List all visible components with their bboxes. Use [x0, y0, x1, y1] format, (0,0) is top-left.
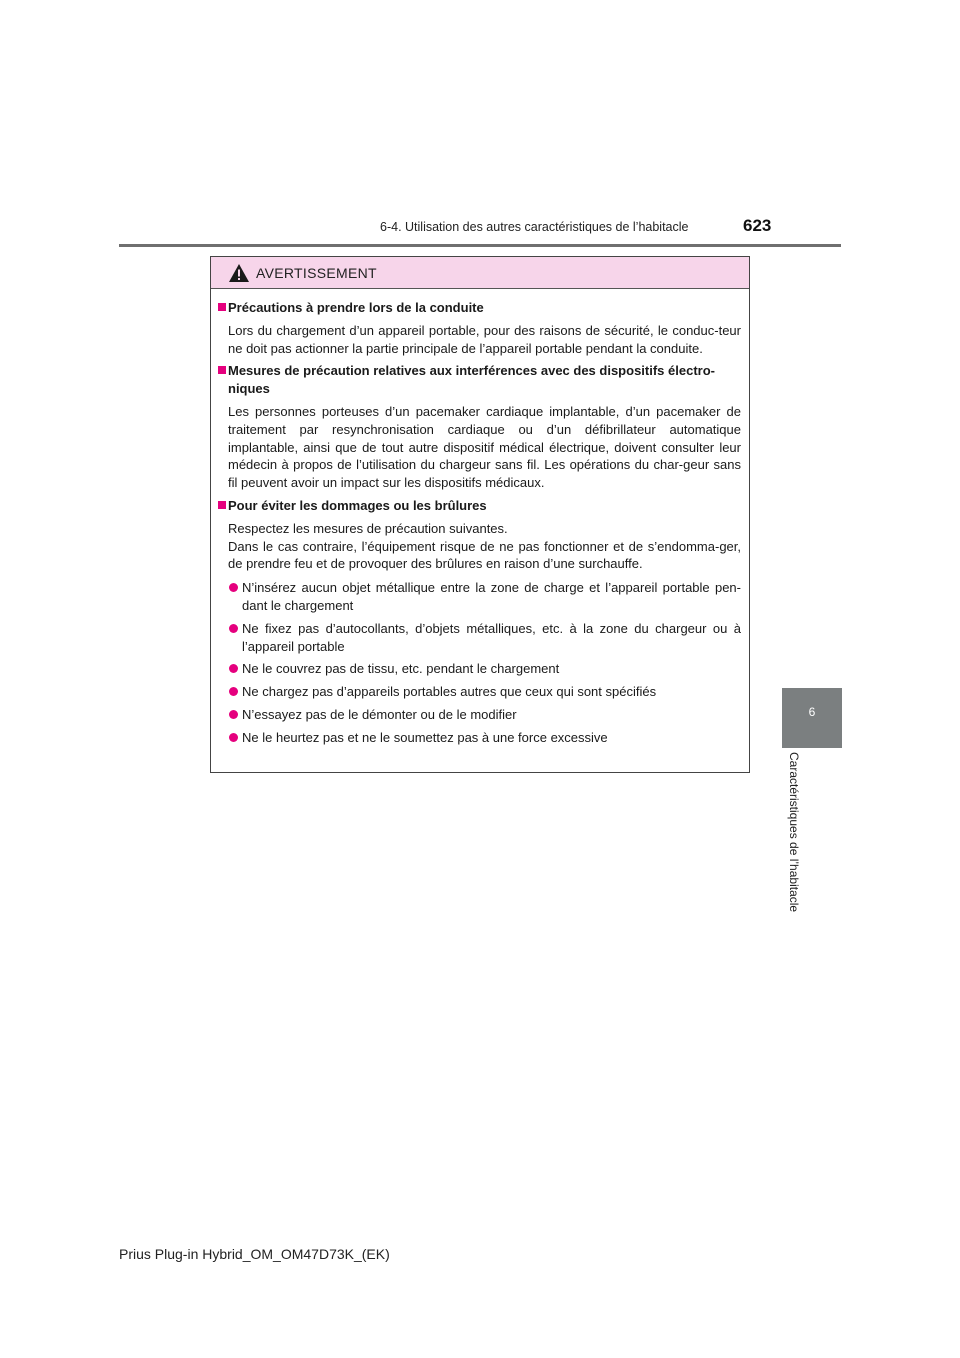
square-bullet-icon: [218, 303, 226, 311]
list-item: N’insérez aucun objet métallique entre la zone de charge et l’appareil portable pen-dant le chargement: [218, 579, 741, 615]
header-divider: [119, 244, 841, 247]
warning-body: [211, 289, 749, 747]
precaution-list: [218, 579, 741, 746]
warning-box: [210, 256, 750, 773]
chapter-number: 6: [808, 705, 816, 719]
list-item: N’essayez pas de le démonter ou de le modifier: [218, 706, 741, 724]
section-paragraph: Respectez les mesures de précaution suivantes.: [228, 520, 508, 536]
warning-header: [211, 257, 749, 289]
section-paragraph: Les personnes porteuses d’un pacemaker cardiaque implantable, d’un pacemaker de traitement par resynchronisation cardiaque ou d’un défibrillateur automatique implantable, ainsi que de tout autre dispositif médical électrique, doivent consulter leur médecin à propos de l’utilisation du chargeur sans fil. Les opérations du char-geur sans fil peuvent avoir un impact sur les dispositifs médicaux.: [228, 403, 741, 491]
section-interference: [218, 362, 741, 492]
list-item: Ne le couvrez pas de tissu, etc. pendant le chargement: [218, 660, 741, 678]
section-heading: Mesures de précaution relatives aux interférences avec des dispositifs électro-niques: [228, 363, 715, 397]
page-number: 623: [743, 216, 772, 235]
square-bullet-icon: [218, 501, 226, 509]
circle-bullet-icon: [229, 733, 238, 742]
circle-bullet-icon: [229, 687, 238, 696]
footer-model: Prius Plug-in Hybrid_OM_OM47D73K_(EK): [119, 1246, 390, 1262]
section-damage: [218, 497, 741, 747]
warning-title: AVERTISSEMENT: [256, 265, 377, 281]
warning-triangle-icon: [228, 263, 250, 283]
list-item: Ne le heurtez pas et ne le soumettez pas à une force excessive: [218, 729, 741, 747]
section-paragraph: Lors du chargement d’un appareil portable, pour des raisons de sécurité, le conduc-teur ne doit pas actionner la partie principale de l’appareil portable pendant la conduite.: [228, 322, 741, 356]
circle-bullet-icon: [229, 710, 238, 719]
list-item: Ne fixez pas d’autocollants, d’objets métalliques, etc. à la zone du chargeur ou à l’appareil portable: [218, 620, 741, 656]
section-heading: Pour éviter les dommages ou les brûlures: [228, 497, 487, 513]
circle-bullet-icon: [229, 583, 238, 592]
circle-bullet-icon: [229, 664, 238, 673]
chapter-label: Caractéristiques de l’habitacle: [787, 752, 801, 913]
circle-bullet-icon: [229, 624, 238, 633]
section-heading: Précautions à prendre lors de la conduite: [228, 300, 484, 315]
chapter-label-wrap: [787, 752, 801, 928]
square-bullet-icon: [218, 366, 226, 374]
section-title: 6-4. Utilisation des autres caractéristiques de l’habitacle: [380, 220, 689, 234]
section-paragraph: Dans le cas contraire, l’équipement risque de ne pas fonctionner et de s’endomma-ger, de prendre feu et de provoquer des brûlures en raison d’une surchauffe.: [228, 538, 741, 572]
list-item: Ne chargez pas d’appareils portables autres que ceux qui sont spécifiés: [218, 683, 741, 701]
section-driving: [218, 299, 741, 357]
